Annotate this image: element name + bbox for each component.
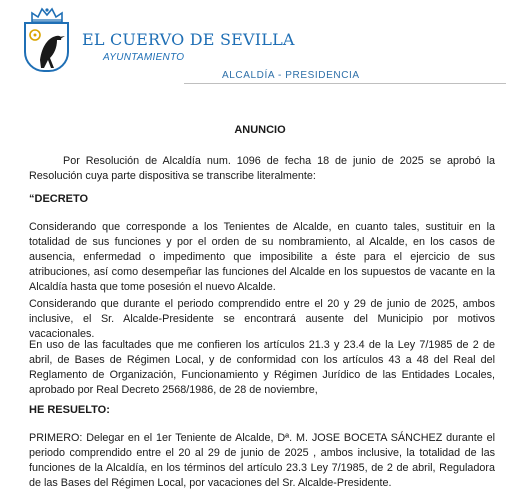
resuelto-heading: HE RESUELTO: [29, 404, 110, 416]
decreto-heading: “DECRETO [29, 193, 89, 205]
org-name: EL CUERVO DE SEVILLA [82, 30, 295, 49]
paragraph-3: En uso de las facultades que me confieren los artículos 21.3 y 23.4 de la Ley 7/1985 de 2 de abril, de Bases de Régimen Local, y de conformidad con los artículos 43 a 48 del Real del Reglamento de Organización, Funcionamiento y Régimen Jurídico de las Entidades Locales, aprobado por Real Decreto 2568/1986, de 28 de noviembre, [29, 339, 495, 396]
department-label: ALCALDÍA - PRESIDENCIA [222, 70, 360, 81]
paragraph-4: PRIMERO: Delegar en el 1er Teniente de Alcalde, Dª. M. JOSE BOCETA SÁNCHEZ durante el periodo comprendido entre el 20 al 29 de junio de 2025 , ambos inclusive, la totalidad de las funciones de la Alcaldía, en los términos del artículo 23.3 Ley 7/1985, de 2 de abril, Reguladora de las Bases del Régimen Local, por vacaciones del Sr. Alcalde-Presidente. [29, 432, 495, 489]
paragraph-1: Considerando que corresponde a los Tenientes de Alcalde, en cuanto tales, sustituir en la totalidad de sus funciones y por el orden de su nombramiento, al Alcalde, en los casos de ausencia, enfermedad o impedimento que imposibilite a éste para el ejercicio de sus atribuciones, así como desempeñar las funciones del Alcalde en los supuestos de vacante en la Alcaldía hasta que tome posesión el nuevo Alcalde. [29, 221, 495, 293]
org-subtitle: AYUNTAMIENTO [103, 52, 185, 63]
intro-paragraph: Por Resolución de Alcaldía num. 1096 de fecha 18 de junio de 2025 se aprobó la Resolución cuya parte dispositiva se transcribe literalmente: [29, 155, 495, 182]
header-divider [184, 83, 506, 84]
paragraph-2: Considerando que durante el periodo comprendido entre el 20 y 29 de junio de 2025, ambos inclusive, el Sr. Alcalde-Presidente se encontrará ausente del Municipio por motivos vacacionales. [29, 298, 495, 340]
document-title: ANUNCIO [234, 124, 286, 136]
